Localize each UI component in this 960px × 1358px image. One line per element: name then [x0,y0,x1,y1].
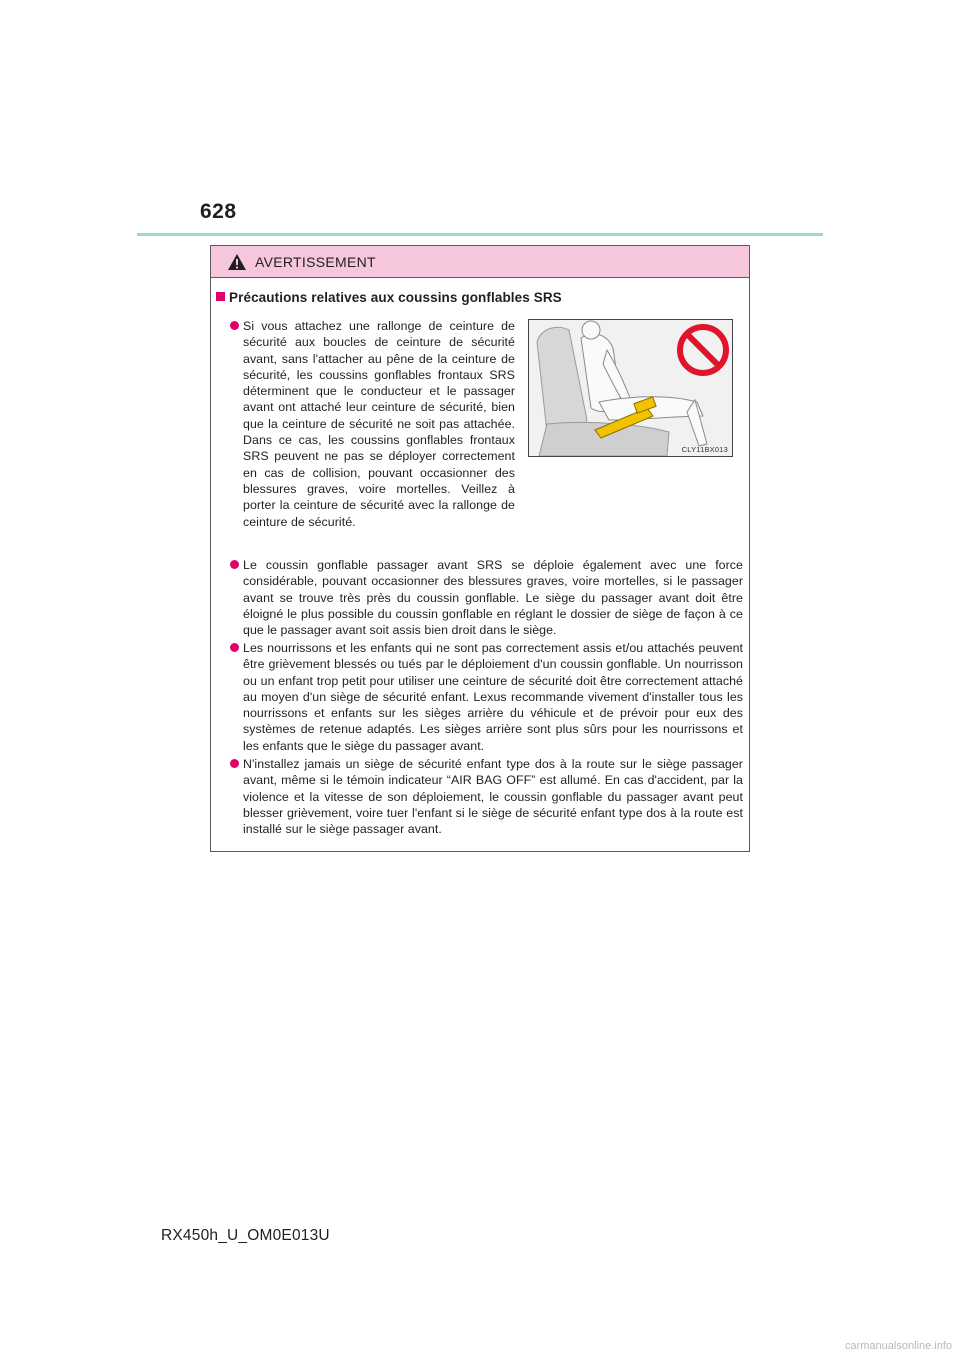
page-number: 628 [200,200,237,223]
warning-box [210,245,750,852]
illustration-extender-belt [528,319,733,457]
square-bullet-icon [216,292,225,301]
section-title-text: Précautions relatives aux coussins gonflables SRS [229,290,562,305]
header-rule [137,233,823,236]
bullet-item [243,640,743,754]
bullet-item [243,318,515,530]
warning-header [211,246,749,278]
figure-code: CLY11BX013 [681,445,728,454]
bullet-item [243,756,743,837]
bullet-dot-icon [230,321,239,330]
section-title [216,290,562,305]
warning-triangle-icon [227,253,247,271]
bullet-dot-icon [230,560,239,569]
bullet-dot-icon [230,643,239,652]
document-code: RX450h_U_OM0E013U [161,1227,330,1244]
bullet-item [243,557,743,638]
bullet-dot-icon [230,759,239,768]
bullet-text: Si vous attachez une rallonge de ceinture de sécurité aux boucles de ceinture de sécurité avant, sans l'attacher au pêne de la ceinture de sécurité, les coussins gonflables frontaux SRS déterminent que le conducteur et le passager avant ont attaché leur ceinture de sécurité, bien que la ceinture de sécurité ne soit pas attachée. Dans ce cas, les coussins gonflables frontaux SRS peuvent ne pas se déployer correctement en cas de collision, pouvant occasionner des blessures graves, voire mortelles. Veillez à porter la ceinture de sécurité avec la rallonge de ceinture de sécurité. [243,319,515,529]
bullet-text: Le coussin gonflable passager avant SRS se déploie également avec une force considérable, pouvant occasionner des blessures graves, voire mortelles, si le passager avant se trouve très près du coussin gonflable. Le siège du passager avant doit être éloigné le plus possible du coussin gonflable en réglant le dossier de siège de façon à ce que le passager avant soit assis bien droit dans le siège. [243,558,743,638]
seat-belt-extender-illustration [529,320,732,456]
warning-title: AVERTISSEMENT [255,253,376,270]
bullet-text: N'installez jamais un siège de sécurité enfant type dos à la route sur le siège passager avant, même si le témoin indicateur “AIR BAG OFF” est allumé. En cas d'accident, par la violence et la vitesse de son déploiement, le coussin gonflable du passager avant peut blesser grièvement, voire tuer l'enfant si le siège de sécurité enfant type dos à la route est installé sur le siège passager avant. [243,757,743,837]
bullet-text: Les nourrissons et les enfants qui ne sont pas correctement assis et/ou attachés peuvent être grièvement blessés ou tués par le déploiement d'un coussin gonflable. Un nourrisson ou un enfant trop petit pour utiliser une ceinture de sécurité doit être correctement attaché au moyen d'un siège de sécurité enfant. Lexus recommande vivement d'installer tous les nourrissons et enfants sur les sièges arrière du véhicule et de prévoir pour eux des systèmes de retenue adaptés. Les sièges arrière sont plus sûrs pour les nourrissons et les enfants que le siège du passager avant. [243,641,743,753]
watermark-link[interactable]: carmanualsonline.info [844,1340,952,1352]
